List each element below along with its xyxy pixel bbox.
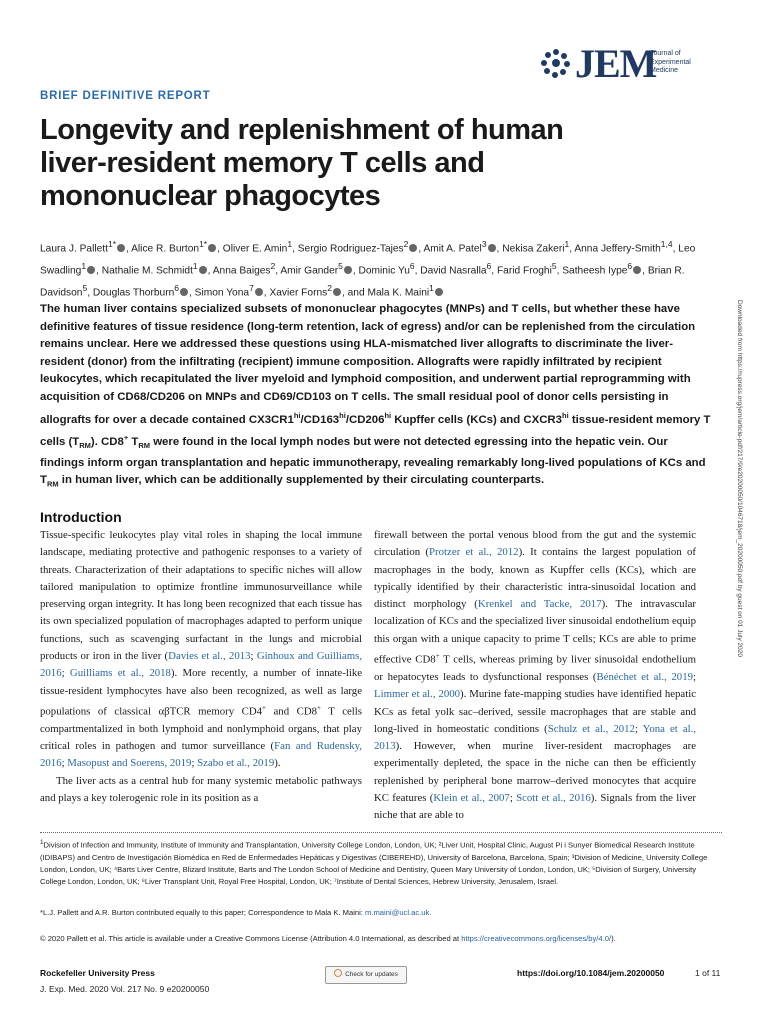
- reference-link[interactable]: Limmer et al., 2000: [374, 688, 461, 701]
- logo-dots-icon: [541, 48, 571, 78]
- reference-link[interactable]: Bénéchet et al., 2019: [596, 670, 693, 683]
- reference-link[interactable]: Fan and Rudensky, 2016: [40, 740, 362, 770]
- logo-wordmark: JEM: [575, 41, 657, 86]
- footnote-divider: [40, 832, 722, 833]
- reference-link[interactable]: Davies et al., 2013: [168, 650, 251, 663]
- abstract: The human liver contains specialized subsets of mononuclear phagocytes (MNPs) and T cells, but whether these have definitive features of tissue residence (long-term retention, lack of egress) and/or can be replenished from the circulation remains unclear. Here we addressed these questions using HLA-mismatched liver allografts to discriminate the liver-resident (donor) from the infiltrating (recipient) immune composition. Allografts were rapidly infiltrated by recipient leukocytes, which recapitulated the liver myeloid and lymphoid composition, and underwent partial reprogramming with acquisition of CD68/CD206 on MNPs and CD69/CD103 on T cells. The small residual pool of donor cells persisting in allografts for over a decade contained $CX3CR1^{hi}/CD163^{hi}/CD206^{hi}$ Kupffer cells (KCs) and $CXCR3^{hi}$ tissue-resident memory T cells $(T_{RM})$. CD8+ $T_{RM}$ were found in the local lymph nodes but were not detected egressing into the hepatic vein. Our findings inform organ transplantation and hepatic immunotherapy, revealing remarkably long-lived populations of KCs and $T_{RM}$ in human liver, which can be additionally supplemented by their circulating counterparts.: [40, 303, 711, 489]
- journal-citation: J. Exp. Med. 2020 Vol. 217 No. 9 e20200050: [40, 984, 210, 994]
- orcid-icon[interactable]: [333, 288, 341, 296]
- reference-link[interactable]: Klein et al., 2007: [433, 792, 510, 805]
- reference-link[interactable]: Schulz et al., 2012: [547, 722, 635, 735]
- orcid-icon[interactable]: [633, 266, 641, 274]
- orcid-icon[interactable]: [117, 244, 125, 252]
- page-number: 1 of 11: [695, 968, 721, 978]
- update-icon: [334, 969, 342, 977]
- publisher-name: Rockefeller University Press: [40, 968, 155, 978]
- reference-link[interactable]: Szabo et al., 2019: [197, 757, 275, 770]
- reference-link[interactable]: Krenkel and Tacke, 2017: [477, 598, 602, 611]
- logo-subtitle: Journal of Experimental Medicine: [650, 50, 691, 74]
- affiliations: $^1$Division of Infection and Immunity, Institute of Immunity and Transplantation, University College London, London, UK; ²Liver Unit, Hospital Clinic, August Pi i Sunyer Biomedical Research Institute (IDIBAPS) and Centro de Investigación Biomédica en Red de Enfermedades Hepáticas y Digestivas (CIBEREHD), University of Barcelona, Barcelona, Spain; ³Division of Medicine, University College London, London, UK; ⁴Barts Liver Centre, Blizard Institute, Barts and The London School of Medicine and Dentistry, Queen Mary University of London, London, UK; ⁵Division of Surgery, University College London, London, UK; ⁶Liver Transplant Unit, Royal Free Hospital, London, UK; ⁷Institute of Dental Sciences, Hebrew University, Jerusalem, Israel.: [40, 839, 708, 886]
- orcid-icon[interactable]: [87, 266, 95, 274]
- reference-link[interactable]: Scott et al., 2016: [516, 792, 591, 805]
- orcid-icon[interactable]: [199, 266, 207, 274]
- reference-link[interactable]: Ginhoux and Guilliams, 2016: [40, 650, 363, 680]
- doi-link[interactable]: https://doi.org/10.1084/jem.20200050: [517, 968, 665, 978]
- section-heading: Introduction: [40, 509, 122, 525]
- body-column-left: Tissue-specific leukocytes play vital roles in shaping the local immune landscape, mediating protective and pathogenic responses to a variety of threats. Characterization of their adaptations to specific niches will allow tailored manipulation to optimize frontline immunosurveillance while preserving organ integrity. It has long been recognized that each tissue has its own specialized population of macrophages adapted to perform unique functions, such as scavenging surfactant in the lungs and microbial products or iron in the liver (Davies et al., 2013; Ginhoux and Guilliams, 2016; Guilliams et al., 2018). More recently, a number of innate-like tissue-resident lymphocytes have also been recognized, as well as large populations of classical αβTCR memory CD4+ and CD8+ T cells compartmentalized in both lymphoid and nonlymphoid organs, that play critical roles in pathogen and tumor surveillance (Fan and Rudensky, 2016; Masopust and Soerens, 2019; Szabo et al., 2019). The liver acts as a central hub for many systemic metabolic pathways and plays a key tolerogenic role in its position as a: [40, 529, 363, 805]
- license-note: © 2020 Pallett et al. This article is available under a Creative Commons License (Attribution 4.0 International, as described at https://creativecommons.org/licenses/by/4.0/).: [40, 934, 616, 943]
- email-link[interactable]: m.maini@ucl.ac.uk: [365, 908, 430, 917]
- reference-link[interactable]: Guilliams et al., 2018: [69, 667, 171, 680]
- article-title: Longevity and replenishment of human liver-resident memory T cells and mononuclear phagocytes: [40, 114, 564, 212]
- orcid-icon[interactable]: [255, 288, 263, 296]
- check-for-updates-button[interactable]: Check for updates: [325, 966, 407, 984]
- orcid-icon[interactable]: [344, 266, 352, 274]
- reference-link[interactable]: Yona et al., 2013: [374, 722, 697, 753]
- author-list: Laura J. Pallett$^{1*}$ , Alice R. Burton$^{1*}$ , Oliver E. Amin$^1$, Sergio Rodriguez-Tajes$^2$ , Amit A. Patel$^3$ , Nekisa Zakeri$^1$, Anna Jeffery-Smith$^{1,4}$, Leo Swadling$^1$ , Nathalie M. Schmidt$^1$ , Anna Baiges$^2$, Amir Gander$^5$ , Dominic Yu$^6$, David Nasralla$^6$, Farid Froghi$^5$, Satheesh Iype$^6$ , Brian R. Davidson$^5$, Douglas Thorburn$^6$ , Simon Yona$^7$ , Xavier Forns$^2$ , and Mala K. Maini$^1$: [40, 239, 696, 299]
- reference-link[interactable]: Masopust and Soerens, 2019: [67, 757, 192, 770]
- journal-logo: [541, 42, 691, 86]
- orcid-icon[interactable]: [435, 288, 443, 296]
- orcid-icon[interactable]: [180, 288, 188, 296]
- orcid-icon[interactable]: [208, 244, 216, 252]
- orcid-icon[interactable]: [409, 244, 417, 252]
- body-column-right: firewall between the portal venous blood from the gut and the systemic circulation (Protzer et al., 2012). It contains the largest population of macrophages in the body, known as Kupffer cells (KCs), which are typically identified by their characteristic intra-sinusoidal location and distinct morphology (Krenkel and Tacke, 2017). The intravascular localization of KCs and the specialized liver sinusoidal endothelium equip this organ with a unique capacity to prime T cells; KCs are able to prime effective CD8+ T cells, whereas priming by liver sinusoidal endothelium or hepatocytes leads to dysfunctional responses (Bénéchet et al., 2019; Limmer et al., 2000). Murine fate-mapping studies have identified hepatic KCs as fetal yolk sac–derived, sessile macrophages that are stable and long-lived in homeostatic conditions (Schulz et al., 2012; Yona et al., 2013). However, when murine liver-resident macrophages are experimentally depleted, the space in the niche can then be efficiently replenished by peripheral bone marrow–derived monocytes that acquire KC features (Klein et al., 2007; Scott et al., 2016). Signals from the liver niche that are able to: [374, 529, 697, 822]
- license-link[interactable]: https://creativecommons.org/licenses/by/4.0/: [461, 934, 612, 943]
- article-type: BRIEF DEFINITIVE REPORT: [40, 90, 211, 102]
- reference-link[interactable]: Protzer et al., 2012: [429, 546, 519, 559]
- download-notice: Downloaded from https://rupress.org/jem/article-pdf/217/9/e20200050/1046718/jem_20200050.pdf by guest on 01 July 2020: [736, 300, 743, 658]
- contribution-note: *L.J. Pallett and A.R. Burton contributed equally to this paper; Correspondence to Mala K. Maini: m.maini@ucl.ac.uk.: [40, 908, 432, 917]
- orcid-icon[interactable]: [488, 244, 496, 252]
